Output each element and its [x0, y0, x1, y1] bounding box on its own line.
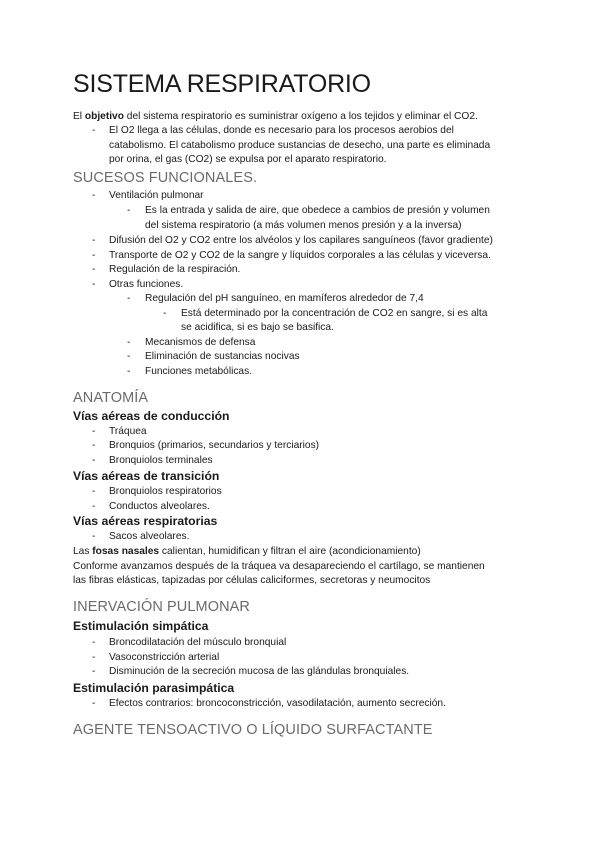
bullet-dash: - — [92, 651, 96, 663]
traquea-paragraph-line: Conforme avanzamos después de la tráquea va desapareciendo el cartílago, se mantienen — [73, 560, 485, 572]
bullet-dash: - — [92, 249, 96, 261]
list-item: Difusión del O2 y CO2 entre los alvéolos y los capilares sanguíneos (favor gradiente) — [109, 235, 493, 246]
subheading-conduccion: Vías aéreas de conducción — [73, 409, 230, 423]
list-item: Ventilación pulmonar — [109, 190, 204, 201]
bullet-dash: - — [92, 425, 96, 437]
list-item: Funciones metabólicas. — [145, 365, 253, 377]
bullet-dash: - — [127, 293, 131, 304]
subheading-transicion: Vías aéreas de transición — [73, 469, 220, 483]
list-item: Eliminación de sustancias nocivas — [145, 351, 300, 362]
list-item: Regulación de la respiración. — [109, 264, 241, 275]
list-item: Conductos alveolares. — [109, 500, 210, 512]
fosas-paragraph — [73, 545, 421, 560]
list-item: Tráquea — [109, 425, 147, 437]
subheading-respiratorias: Vías aéreas respiratorias — [73, 514, 218, 528]
list-item: Transporte de O2 y CO2 de la sangre y líquidos corporales a las células y viceversa. — [109, 249, 491, 261]
list-item-cont: del sistema respiratorio (a más volumen menos presión y a la inversa) — [145, 220, 462, 231]
bullet-dash: - — [163, 307, 167, 319]
bullet-dash: - — [92, 190, 96, 201]
intro-post: del sistema respiratorio es suministrar oxígeno a los tejidos y eliminar el CO2. — [123, 111, 478, 122]
bullet-dash: - — [92, 666, 96, 677]
intro-bullet-line: por orina, el gas (CO2) se expulsa por el aparato respiratorio. — [109, 154, 387, 165]
bullet-dash: - — [92, 235, 96, 246]
list-item: Bronquiolos respiratorios — [109, 486, 222, 497]
list-item: Disminución de la secreción mucosa de las glándulas bronquiales. — [109, 666, 410, 677]
bullet-dash: - — [92, 278, 96, 290]
list-item: Está determinado por la concentración de CO2 en sangre, si es alta — [181, 307, 488, 319]
subheading-simpatica: Estimulación simpática — [73, 619, 209, 633]
bullet-dash: - — [92, 698, 96, 709]
bullet-dash: - — [92, 125, 96, 136]
list-item: Mecanismos de defensa — [145, 336, 256, 348]
section-heading-surfactante: AGENTE TENSOACTIVO O LÍQUIDO SURFACTANTE — [73, 722, 433, 738]
list-item: Bronquiolos terminales — [109, 455, 213, 466]
bullet-dash: - — [127, 205, 131, 216]
intro-bullet-line: catabolismo. El catabolismo produce sustancias de desecho, una parte es eliminada — [109, 139, 491, 151]
intro-pre: El — [73, 111, 85, 122]
fosas-pre: Las — [73, 546, 93, 557]
bullet-dash: - — [127, 365, 131, 377]
list-item: Vasoconstricción arterial — [109, 651, 220, 663]
section-heading-anatomia: ANATOMÍA — [73, 390, 149, 406]
bullet-dash: - — [92, 440, 96, 451]
list-item: Bronquios (primarios, secundarios y terciarios) — [109, 440, 320, 451]
traquea-paragraph-line: las fibras elásticas, tapizadas por células caliciformes, secretoras y neumocitos — [73, 575, 431, 586]
intro-paragraph — [73, 110, 478, 125]
bullet-dash: - — [92, 636, 96, 648]
subheading-parasimpatica: Estimulación parasimpática — [73, 681, 235, 695]
list-item: Otras funciones. — [109, 278, 184, 290]
bullet-dash: - — [92, 264, 96, 275]
section-heading-sucesos: SUCESOS FUNCIONALES. — [73, 170, 258, 186]
page-title: SISTEMA RESPIRATORIO — [73, 70, 371, 98]
list-item: Efectos contrarios: broncoconstricción, vasodilatación, aumento secreción. — [109, 698, 446, 709]
section-heading-inervacion: INERVACIÓN PULMONAR — [73, 599, 251, 615]
intro-bullet-line: El O2 llega a las células, donde es necesario para los procesos aerobios del — [109, 125, 454, 136]
bullet-dash: - — [92, 455, 96, 466]
list-item-cont: se acidifica, si es bajo se basifica. — [181, 322, 334, 333]
list-item: Broncodilatación del músculo bronquial — [109, 636, 287, 648]
bullet-dash: - — [92, 486, 96, 497]
list-item: Regulación del pH sanguíneo, en mamíferos alrededor de 7,4 — [145, 293, 424, 304]
bullet-dash: - — [127, 351, 131, 362]
list-item: Es la entrada y salida de aire, que obedece a cambios de presión y volumen — [145, 205, 490, 216]
fosas-post: calientan, humidifican y filtran el aire (acondicionamiento) — [159, 546, 421, 557]
bullet-dash: - — [127, 336, 131, 348]
fosas-bold: fosas nasales — [92, 546, 160, 557]
list-item: Sacos alveolares. — [109, 531, 190, 542]
intro-bold: objetivo — [84, 111, 124, 122]
bullet-dash: - — [92, 500, 96, 512]
bullet-dash: - — [92, 531, 96, 542]
